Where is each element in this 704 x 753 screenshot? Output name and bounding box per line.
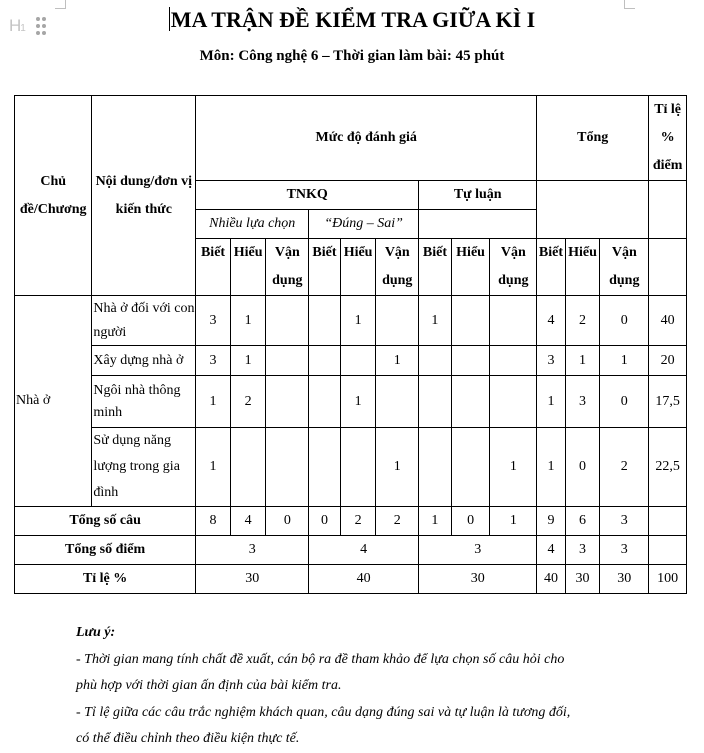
value-cell: 0 xyxy=(451,507,490,536)
content-cell: Nhà ở đối với con người xyxy=(92,296,196,346)
table-row xyxy=(15,536,687,565)
value-cell: 17,5 xyxy=(649,376,687,428)
row-label-ti-le: Tỉ lệ % xyxy=(15,565,196,594)
value-cell xyxy=(230,428,266,507)
value-cell: 1 xyxy=(196,376,231,428)
content-cell: Ngôi nhà thông minh xyxy=(92,376,196,428)
value-cell xyxy=(340,428,376,507)
value-cell: 3 xyxy=(600,536,649,565)
value-cell xyxy=(309,296,341,346)
header-dung-sai: “Đúng – Sai” xyxy=(309,210,419,239)
value-cell: 2 xyxy=(565,296,600,346)
value-cell: 9 xyxy=(537,507,566,536)
value-cell xyxy=(266,296,309,346)
empty-cell xyxy=(419,210,537,239)
value-cell xyxy=(340,346,376,376)
header-chu-de: Chủ đề/Chương xyxy=(15,96,92,296)
value-cell xyxy=(376,296,419,346)
level-van-dung: Vận dụng xyxy=(600,239,649,296)
value-cell: 1 xyxy=(230,296,266,346)
value-cell xyxy=(649,536,687,565)
header-noi-dung: Nội dung/đơn vị kiến thức xyxy=(92,96,196,296)
value-cell xyxy=(309,376,341,428)
value-cell xyxy=(419,428,452,507)
empty-cell xyxy=(537,181,649,239)
value-cell xyxy=(451,346,490,376)
value-cell xyxy=(309,346,341,376)
value-cell: 30 xyxy=(600,565,649,594)
header-muc-do-danh-gia: Mức độ đánh giá xyxy=(196,96,537,181)
value-cell: 3 xyxy=(196,296,231,346)
value-cell: 20 xyxy=(649,346,687,376)
level-van-dung: Vận dụng xyxy=(376,239,419,296)
value-cell: 30 xyxy=(419,565,537,594)
value-cell: 22,5 xyxy=(649,428,687,507)
level-hieu: Hiểu xyxy=(451,239,490,296)
value-cell: 40 xyxy=(537,565,566,594)
table-row xyxy=(15,296,687,346)
value-cell: 1 xyxy=(419,507,452,536)
value-cell: 2 xyxy=(600,428,649,507)
level-van-dung: Vận dụng xyxy=(490,239,537,296)
note-line: - Tỉ lệ giữa các câu trắc nghiệm khách quan, câu dạng đúng sai và tự luận là tương đối, xyxy=(76,704,571,720)
value-cell: 2 xyxy=(376,507,419,536)
document-subtitle[interactable]: Môn: Công nghệ 6 – Thời gian làm bài: 45 phút xyxy=(199,48,505,64)
value-cell: 4 xyxy=(537,296,566,346)
document-title[interactable]: MA TRẬN ĐỀ KIỂM TRA GIỮA KÌ I xyxy=(170,7,536,32)
value-cell: 1 xyxy=(490,428,537,507)
value-cell: 1 xyxy=(419,296,452,346)
level-hieu: Hiểu xyxy=(340,239,376,296)
value-cell xyxy=(490,346,537,376)
row-label-tong-so-diem: Tổng số điểm xyxy=(15,536,196,565)
note-line: - Thời gian mang tính chất đề xuất, cán bộ ra đề tham khảo để lựa chọn số câu hỏi cho xyxy=(76,651,565,667)
empty-cell xyxy=(649,181,687,239)
value-cell: 1 xyxy=(490,507,537,536)
value-cell: 4 xyxy=(230,507,266,536)
text-cursor xyxy=(169,7,170,31)
value-cell: 0 xyxy=(266,507,309,536)
value-cell: 3 xyxy=(196,536,309,565)
value-cell: 8 xyxy=(196,507,231,536)
value-cell: 1 xyxy=(230,346,266,376)
level-biet: Biết xyxy=(419,239,452,296)
value-cell: 2 xyxy=(230,376,266,428)
value-cell xyxy=(451,376,490,428)
value-cell xyxy=(376,376,419,428)
notes-label: Lưu ý: xyxy=(76,625,116,640)
value-cell xyxy=(266,376,309,428)
value-cell: 0 xyxy=(565,428,600,507)
value-cell xyxy=(490,296,537,346)
value-cell: 3 xyxy=(565,536,600,565)
table-row xyxy=(15,346,687,376)
value-cell: 1 xyxy=(340,296,376,346)
value-cell: 40 xyxy=(649,296,687,346)
value-cell: 1 xyxy=(537,428,566,507)
value-cell: 0 xyxy=(309,507,341,536)
header-tnkq: TNKQ xyxy=(196,181,419,210)
value-cell: 0 xyxy=(600,296,649,346)
value-cell: 1 xyxy=(376,428,419,507)
level-biet: Biết xyxy=(309,239,341,296)
value-cell: 1 xyxy=(340,376,376,428)
header-tong: Tổng xyxy=(537,96,649,181)
table-row xyxy=(15,565,687,594)
value-cell xyxy=(419,376,452,428)
value-cell xyxy=(309,428,341,507)
value-cell: 30 xyxy=(196,565,309,594)
value-cell xyxy=(266,428,309,507)
value-cell: 3 xyxy=(565,376,600,428)
value-cell xyxy=(451,428,490,507)
value-cell xyxy=(649,507,687,536)
value-cell: 1 xyxy=(376,346,419,376)
header-ti-le-diem: Tỉ lệ % điểm xyxy=(649,96,687,181)
notes-section[interactable] xyxy=(76,620,636,753)
level-hieu: Hiểu xyxy=(565,239,600,296)
content-cell: Sử dụng năng lượng trong gia đình xyxy=(92,428,196,507)
note-line: phù hợp với thời gian ấn định của bài kiểm tra. xyxy=(76,678,342,693)
value-cell: 3 xyxy=(600,507,649,536)
assessment-matrix-table[interactable] xyxy=(14,95,687,594)
value-cell: 100 xyxy=(649,565,687,594)
level-van-dung: Vận dụng xyxy=(266,239,309,296)
header-nhieu-lua-chon: Nhiều lựa chọn xyxy=(196,210,309,239)
value-cell: 3 xyxy=(419,536,537,565)
value-cell: 30 xyxy=(565,565,600,594)
heading-style-icon[interactable]: H1 xyxy=(9,16,49,38)
table-row xyxy=(15,428,687,507)
value-cell: 1 xyxy=(537,376,566,428)
value-cell xyxy=(451,296,490,346)
table-row xyxy=(15,376,687,428)
value-cell: 4 xyxy=(309,536,419,565)
value-cell: 1 xyxy=(196,428,231,507)
value-cell: 1 xyxy=(600,346,649,376)
value-cell: 2 xyxy=(340,507,376,536)
empty-cell xyxy=(649,239,687,296)
value-cell: 3 xyxy=(537,346,566,376)
header-tu-luan: Tự luận xyxy=(419,181,537,210)
value-cell: 3 xyxy=(196,346,231,376)
table-row xyxy=(15,507,687,536)
value-cell: 4 xyxy=(537,536,566,565)
level-biet: Biết xyxy=(196,239,231,296)
value-cell: 1 xyxy=(565,346,600,376)
value-cell xyxy=(266,346,309,376)
level-biet: Biết xyxy=(537,239,566,296)
note-line: có thể điều chỉnh theo điều kiện thực tế. xyxy=(76,731,300,746)
value-cell: 0 xyxy=(600,376,649,428)
topic-nha-o: Nhà ở xyxy=(15,296,92,507)
level-hieu: Hiểu xyxy=(230,239,266,296)
value-cell xyxy=(490,376,537,428)
value-cell: 6 xyxy=(565,507,600,536)
value-cell: 40 xyxy=(309,565,419,594)
content-cell: Xây dựng nhà ở xyxy=(92,346,196,376)
row-label-tong-so-cau: Tổng số câu xyxy=(15,507,196,536)
value-cell xyxy=(419,346,452,376)
